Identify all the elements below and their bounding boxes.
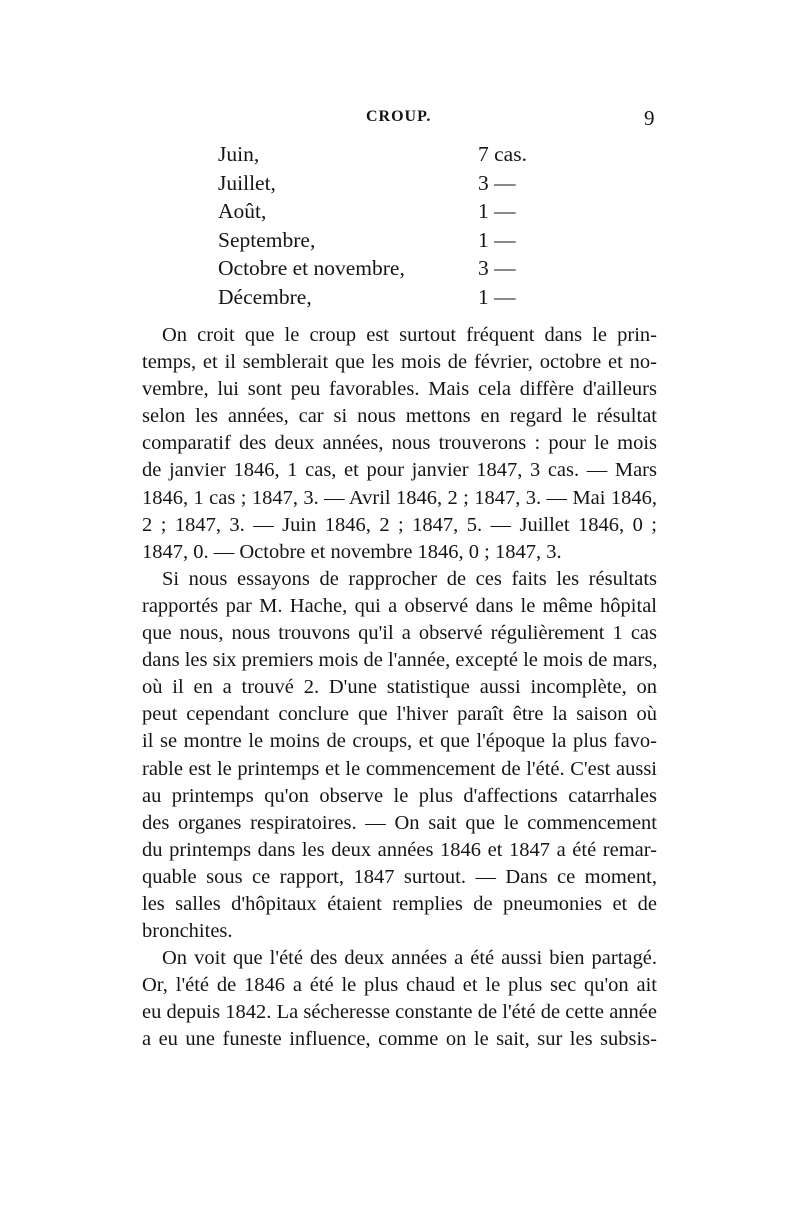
month-name: Août, (218, 199, 267, 224)
paragraph-3 (142, 945, 657, 1053)
text-line: comparatif des deux années, nous trouverons : pour le mois (142, 432, 657, 455)
text-line: peut cependant conclure que l'hiver paraît être la saison où (142, 703, 657, 726)
case-count: 1 — (478, 227, 516, 252)
text-line: des organes respiratoires. — On sait que le commencement (142, 811, 657, 834)
paragraph-1 (142, 322, 657, 566)
text-line: quable sous ce rapport, 1847 surtout. — Dans ce moment, (142, 865, 657, 888)
running-title: CROUP. (366, 108, 432, 125)
text-line: 1847, 0. — Octobre et novembre 1846, 0 ; 1847, 3. (142, 540, 562, 563)
month-case-table (218, 140, 538, 312)
text-line: du printemps dans les deux années 1846 et 1847 a été remar- (142, 838, 657, 861)
month-name: Octobre et novembre, (218, 256, 405, 281)
text-line: il se montre le moins de croups, et que l'époque la plus favo- (142, 730, 657, 753)
running-head (0, 108, 800, 132)
text-line: rable est le printemps et le commencement de l'été. C'est aussi (142, 757, 657, 780)
text-line: a eu une funeste influence, comme on le sait, sur les subsis- (142, 1028, 657, 1051)
text-line: vembre, lui sont peu favorables. Mais cela diffère d'ailleurs (142, 378, 657, 401)
text-line: de janvier 1846, 1 cas, et pour janvier 1847, 3 cas. — Mars (142, 459, 657, 482)
month-name: Septembre, (218, 227, 316, 252)
month-name: Juillet, (218, 170, 276, 195)
month-name: Décembre, (218, 284, 312, 309)
table-row (218, 140, 538, 169)
table-row (218, 197, 538, 226)
month-name: Juin, (218, 142, 260, 166)
case-count: 1 — (478, 199, 516, 224)
page-number: 9 (644, 106, 655, 130)
text-line: temps, et il semblerait que les mois de février, octobre et no- (142, 351, 657, 374)
text-line: 2 ; 1847, 3. — Juin 1846, 2 ; 1847, 5. — Juillet 1846, 0 ; (142, 513, 657, 536)
case-count: 7 cas. (478, 142, 527, 166)
text-line: bronchites. (142, 920, 233, 943)
text-line: On croit que le croup est surtout fréquent dans le prin- (162, 324, 657, 346)
text-line: où il en a trouvé 2. D'une statistique aussi incomplète, on (142, 676, 657, 699)
text-line: les salles d'hôpitaux étaient remplies de pneumonies et de (142, 892, 657, 915)
text-line: eu depuis 1842. La sécheresse constante de l'été de cette année (142, 1001, 657, 1024)
text-line: Si nous essayons de rapprocher de ces faits les résultats (162, 567, 657, 590)
table-row (218, 169, 538, 198)
text-line: Or, l'été de 1846 a été le plus chaud et le plus sec qu'on ait (142, 974, 657, 997)
text-line: 1846, 1 cas ; 1847, 3. — Avril 1846, 2 ; 1847, 3. — Mai 1846, (142, 486, 657, 509)
body-text (142, 322, 657, 1054)
text-line: selon les années, car si nous mettons en regard le résultat (142, 405, 657, 428)
text-line: au printemps qu'on observe le plus d'affections catarrhales (142, 784, 657, 807)
table-row (218, 226, 538, 255)
paragraph-2 (142, 566, 657, 945)
text-line: rapportés par M. Hache, qui a observé dans le même hôpital (142, 594, 657, 617)
table-row (218, 254, 538, 283)
text-line: On voit que l'été des deux années a été aussi bien partagé. (162, 947, 657, 970)
text-line: que nous, nous trouvons qu'il a observé régulièrement 1 cas (142, 622, 657, 645)
case-count: 3 — (478, 170, 516, 195)
text-line: dans les six premiers mois de l'année, excepté le mois de mars, (142, 649, 658, 672)
case-count: 1 — (478, 284, 516, 309)
case-count: 3 — (478, 256, 516, 281)
table-row (218, 283, 538, 312)
